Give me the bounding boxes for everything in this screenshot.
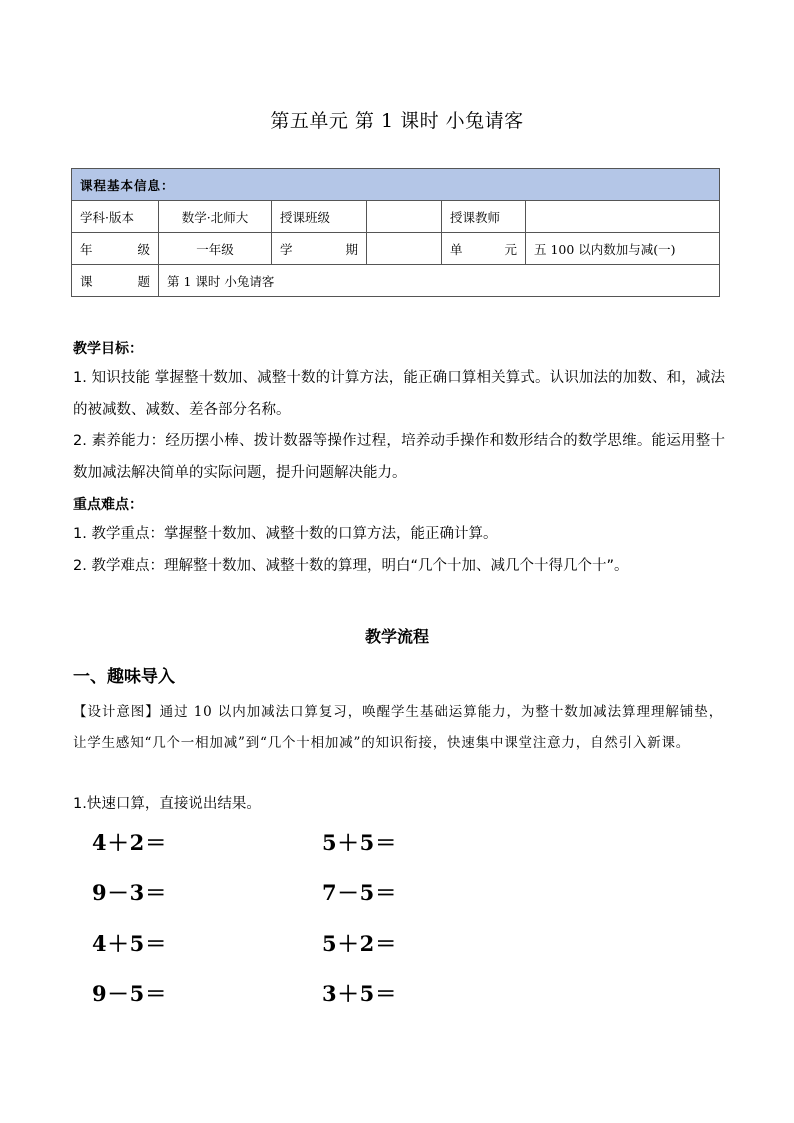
class-value (367, 201, 442, 233)
goals-heading: 教学目标： (73, 341, 143, 357)
expression-right-1: 5＋5＝ (322, 830, 398, 855)
course-info-header: 课程基本信息： (72, 169, 720, 201)
quick-calc-instruction: 1.快速口算，直接说出结果。 (73, 796, 261, 812)
unit-value: 五 100 以内数加与减(一) (526, 233, 720, 265)
section-title-intro: 一、趣味导入 (73, 667, 175, 687)
grade-value: 一年级 (159, 233, 272, 265)
course-info-row-3 (72, 265, 720, 297)
expression-left-4: 9－5＝ (92, 981, 168, 1006)
course-info-header-row (72, 169, 720, 201)
subject-value: 数学·北师大 (159, 201, 272, 233)
expression-left-2: 9－3＝ (92, 880, 168, 905)
goal-item-1: 1. 知识技能 掌握整十数加、减整十数的计算方法，能正确口算相关算式。认识加法的加数、和，减法的被减数、减数、差各部分名称。 (73, 370, 725, 418)
grade-label: 年 级 (72, 233, 159, 265)
teaching-flow-title: 教学流程 (364, 627, 429, 646)
expression-right-2: 7－5＝ (322, 880, 398, 905)
topic-label: 课 题 (72, 265, 159, 297)
unit-label: 单 元 (442, 233, 526, 265)
term-value (367, 233, 442, 265)
teacher-label: 授课教师 (442, 201, 526, 233)
course-info-table (71, 168, 720, 297)
term-label: 学 期 (272, 233, 367, 265)
expression-left-3: 4＋5＝ (92, 931, 168, 956)
goal-item-2: 2. 素养能力：经历摆小棒、拨计数器等操作过程，培养动手操作和数形结合的数学思维。能运用整十数加减法解决简单的实际问题，提升问题解决能力。 (73, 433, 725, 481)
teacher-value (526, 201, 720, 233)
key-point-item-1: 1. 教学重点：掌握整十数加、减整十数的口算方法，能正确计算。 (73, 526, 498, 542)
class-label: 授课班级 (272, 201, 367, 233)
topic-value: 第 1 课时 小兔请客 (159, 265, 720, 297)
design-intent: 【设计意图】通过 10 以内加减法口算复习，唤醒学生基础运算能力，为整十数加减法算理理解铺垫，让学生感知“几个一相加减”到“几个十相加减”的知识衔接，快速集中课堂注意力，自然引入新课。 (73, 704, 723, 751)
expression-right-3: 5＋2＝ (322, 931, 398, 956)
key-points-heading: 重点难点： (73, 497, 143, 513)
expression-left-1: 4＋2＝ (92, 830, 168, 855)
course-info-row-1 (72, 201, 720, 233)
expression-right-4: 3＋5＝ (322, 981, 398, 1006)
subject-label: 学科·版本 (72, 201, 159, 233)
course-info-row-2 (72, 233, 720, 265)
page-title: 第五单元 第 1 课时 小兔请客 (270, 110, 524, 132)
key-point-item-2: 2. 教学难点：理解整十数加、减整十数的算理，明白“几个十加、减几个十得几个十”。 (73, 558, 629, 574)
